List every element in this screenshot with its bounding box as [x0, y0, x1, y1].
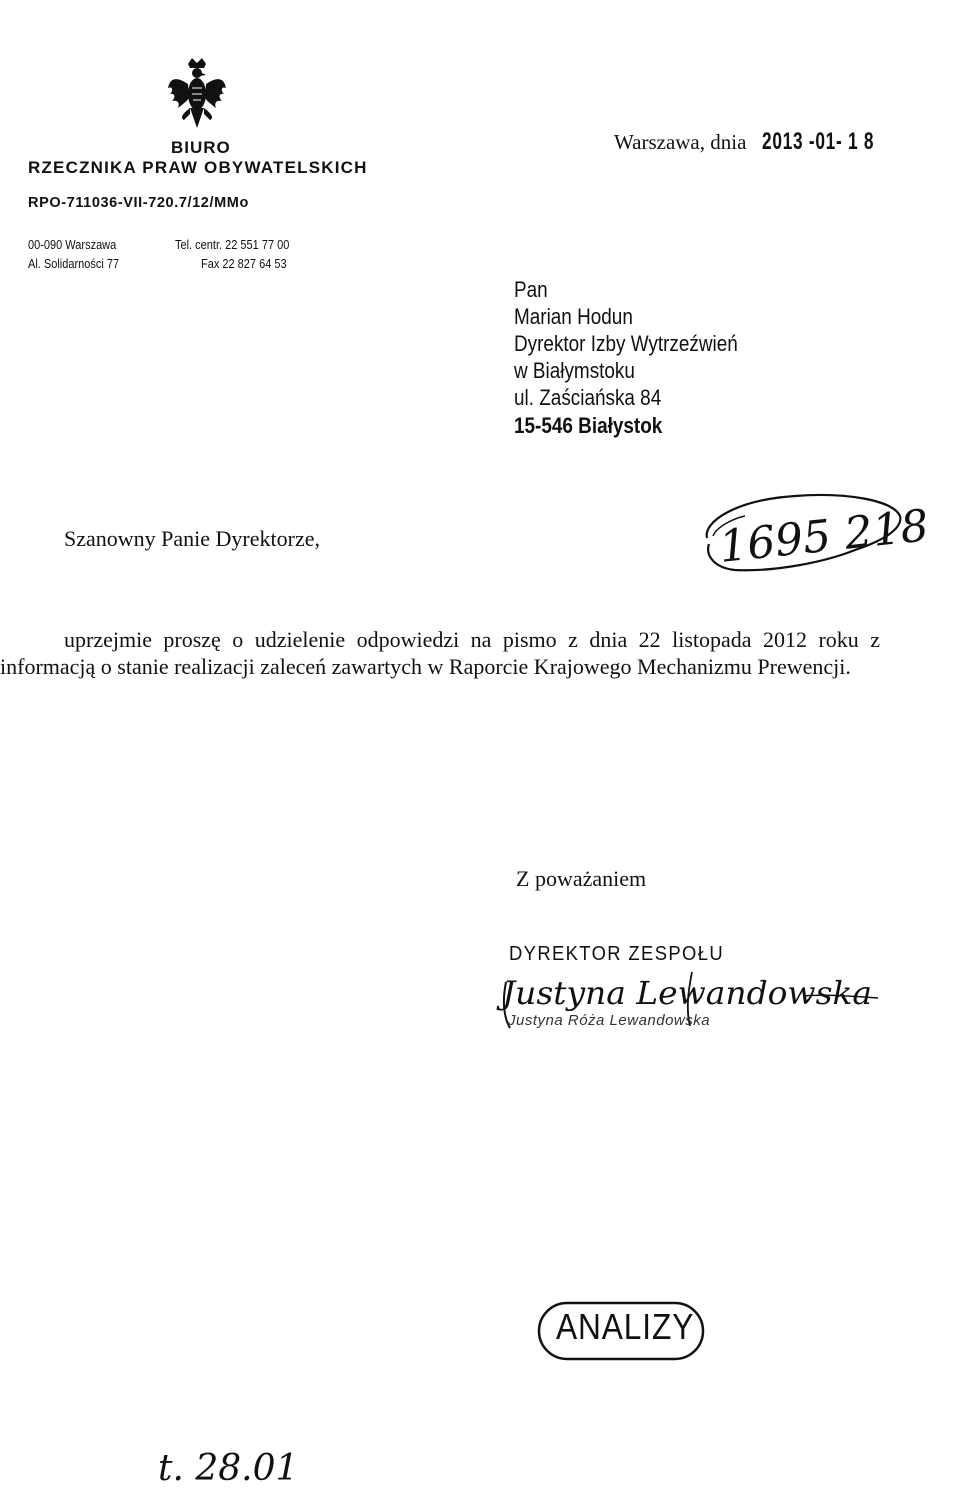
recipient-postcode-city: 15-546 Białystok [514, 413, 663, 438]
registration-stamp [695, 478, 931, 588]
signatory-title: DYREKTOR ZESPOŁU [509, 943, 724, 965]
address-postal: 00-090 Warszawa [28, 238, 117, 252]
fax-number: Fax 22 827 64 53 [201, 257, 287, 271]
place-and-date-label: Warszawa, dnia [614, 130, 747, 154]
case-number: RPO-711036-VII-720.7/12/MMo [28, 195, 249, 211]
phone-number: Tel. centr. 22 551 77 00 [175, 238, 290, 252]
office-name-line2: RZECZNIKA PRAW OBYWATELSKICH [28, 158, 368, 177]
recipient-city: w Białymstoku [514, 358, 635, 383]
svg-text:Justyna Lewandowska: Justyna Lewandowska [495, 974, 872, 1012]
handwritten-note [156, 1440, 299, 1490]
letter-salutation: Szanowny Panie Dyrektorze, [64, 526, 320, 551]
letter-body: uprzejmie proszę o udzielenie odpowiedzi na pismo z dnia 22 listopada 2012 roku z informacją o stanie realizacji zaleceń zawartych w Raporcie Krajowego Mechanizmu Prewencji. [0, 627, 880, 679]
recipient-salutation: Pan [514, 277, 548, 302]
recipient-name: Marian Hodun [514, 304, 633, 329]
registration-number: 1695 218 [716, 500, 931, 573]
office-name-line1: BIURO [171, 138, 231, 157]
address-street: Al. Solidarności 77 [28, 257, 120, 271]
recipient-street: ul. Zaściańska 84 [514, 385, 662, 410]
eagle-emblem-icon [166, 58, 228, 136]
closing-phrase: Z poważaniem [516, 866, 647, 891]
svg-text:t. 28.01: t. 28.01 [158, 1448, 299, 1489]
analizy-stamp-label: ANALIZY [556, 1306, 695, 1347]
signatory-name: Justyna Róża Lewandowska [508, 1012, 711, 1029]
recipient-position: Dyrektor Izby Wytrzeźwień [514, 331, 738, 356]
date-stamp: 2013 -01- 1 8 [762, 128, 875, 155]
